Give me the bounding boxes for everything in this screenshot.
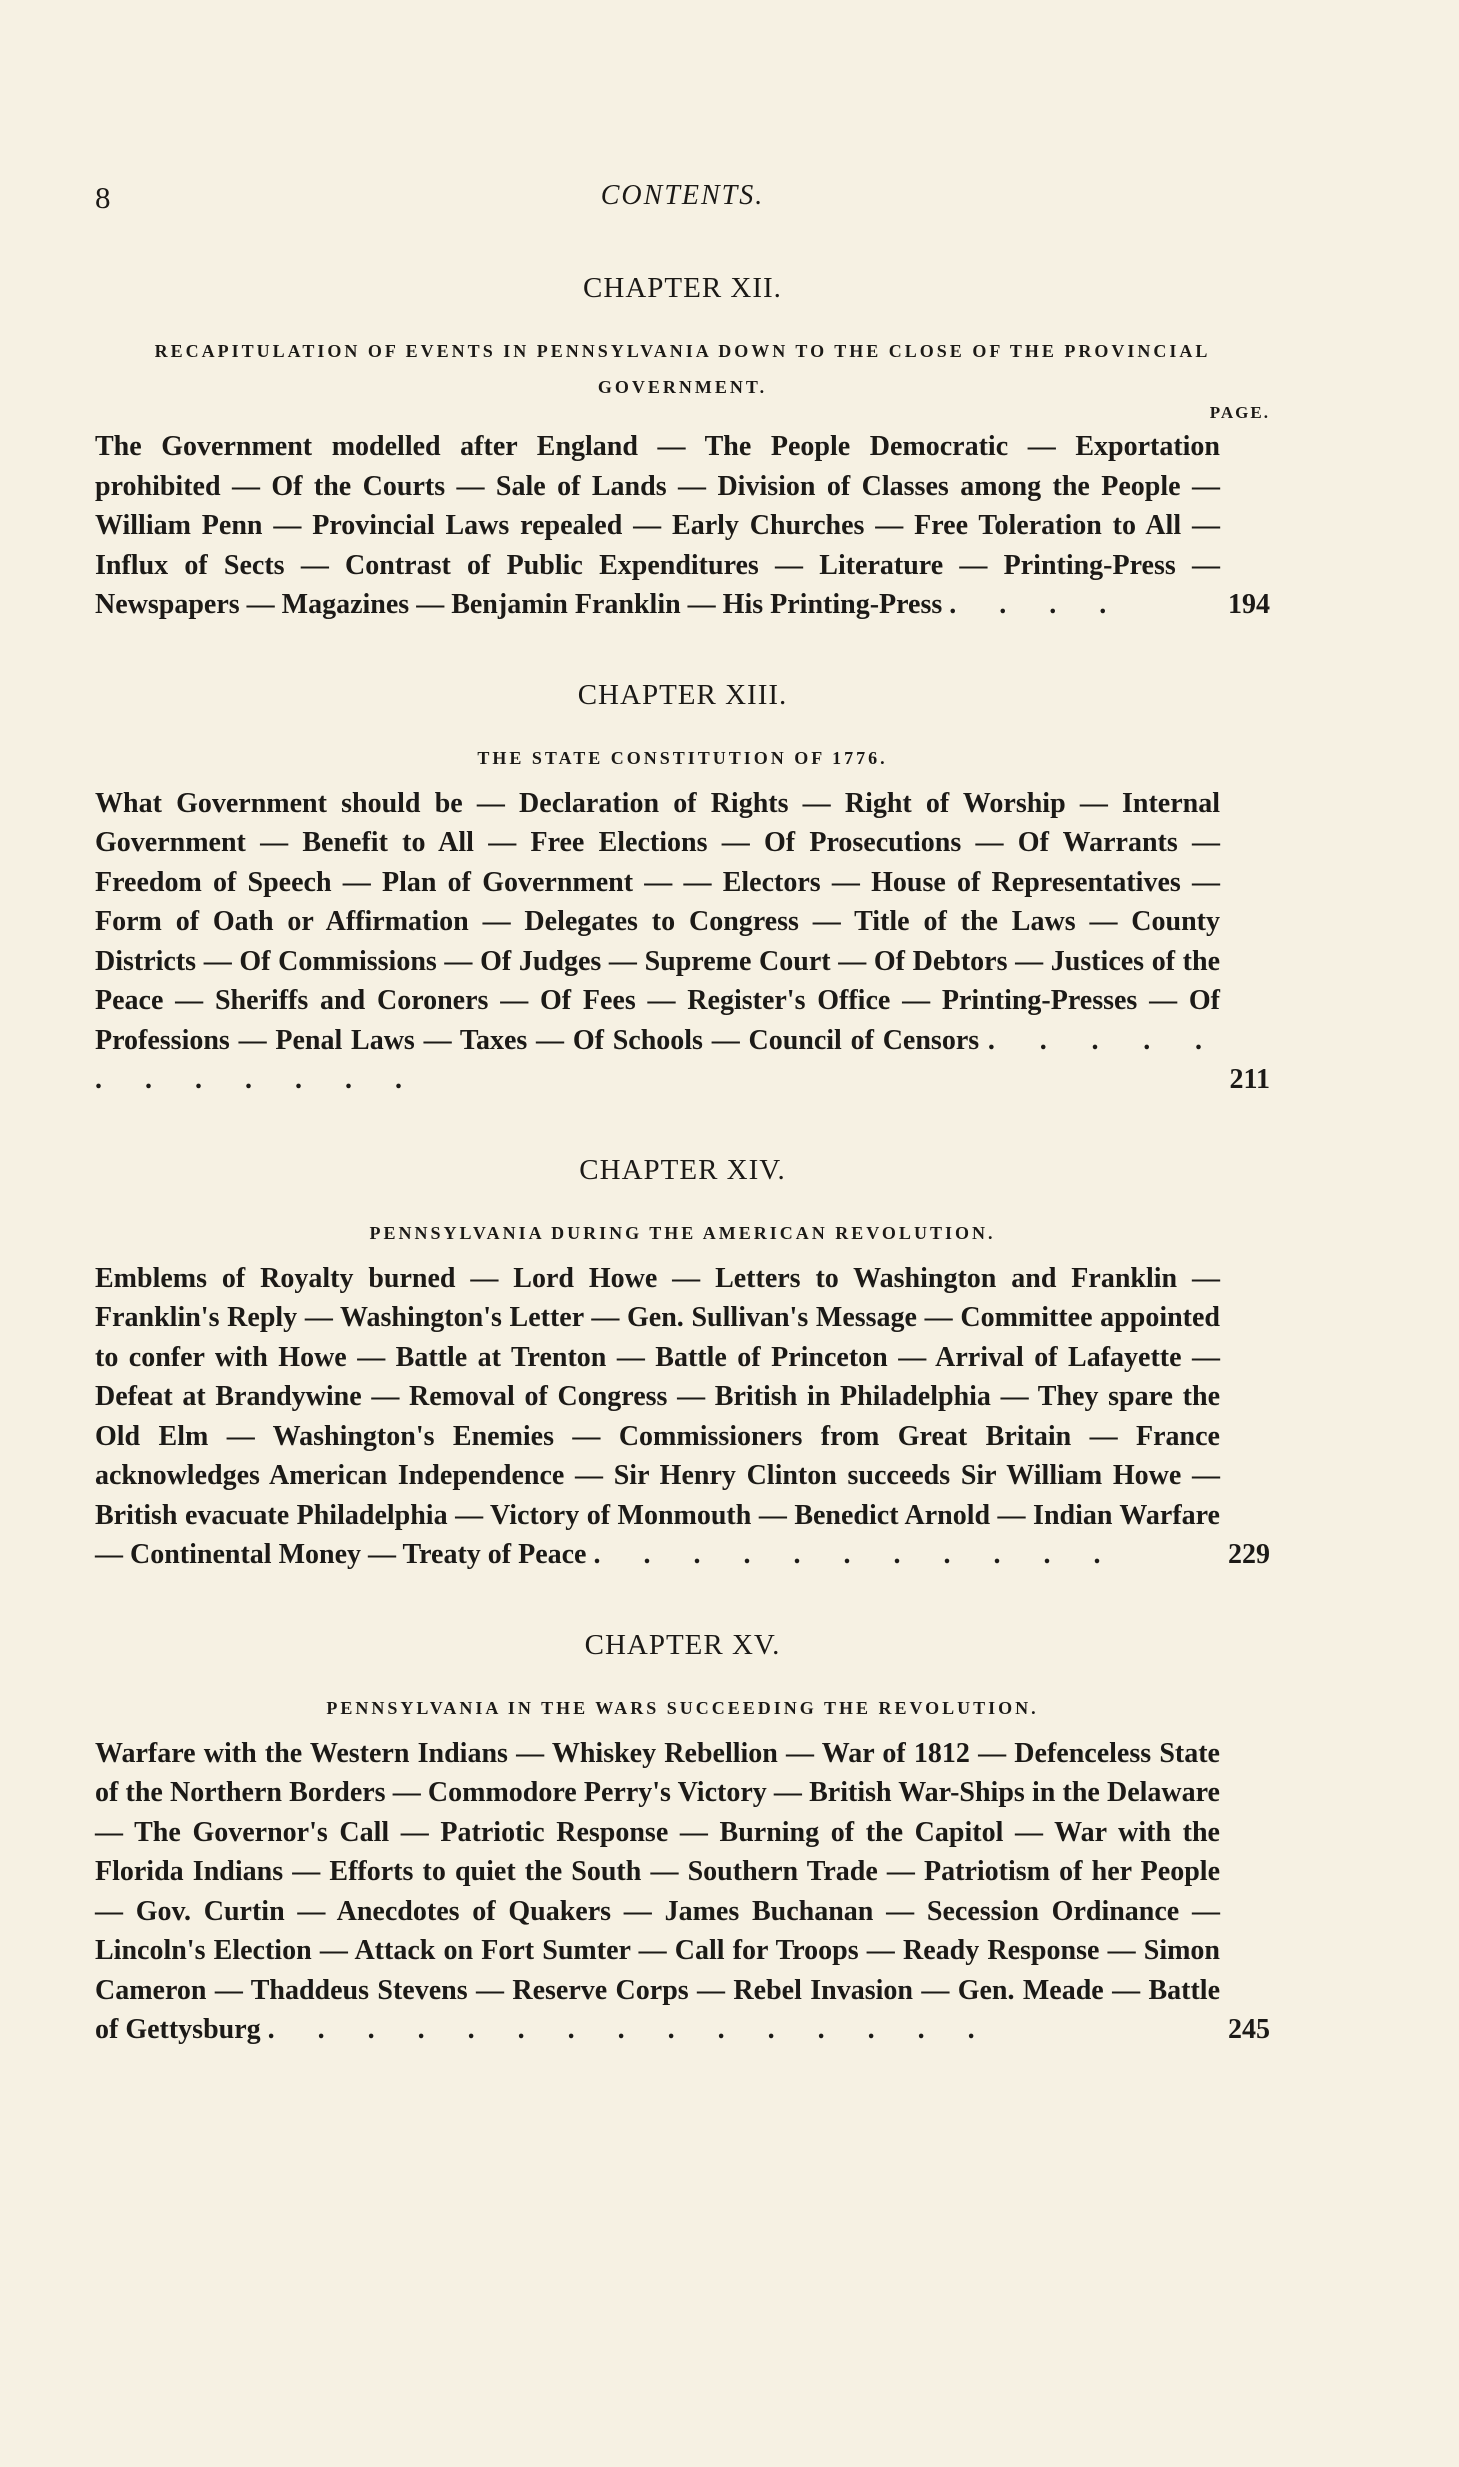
running-title: CONTENTS.: [600, 180, 765, 211]
chapter-xiii: [95, 679, 1270, 1100]
leader-dots: . . . . . . . . . . .: [593, 1539, 1119, 1570]
chapter-xii: [95, 272, 1270, 625]
chapter-summary: [95, 427, 1270, 625]
page-reference: 211: [1229, 1064, 1270, 1095]
summary-text: Emblems of Royalty burned — Lord Howe — Letters to Washington and Franklin — Franklin's Reply — Washington's Letter — Gen. Sullivan's Message — Committee appointed to confer with Howe — Battle at Trenton — Battle of Princeton — Arrival of Lafayette — Defeat at Brandywine — Removal of Congress — British in Philadelphia — They spare the Old Elm — Washington's Enemies — Commissioners from Great Britain — France acknowledges American Independence — Sir Henry Clinton succeeds Sir William Howe — British evacuate Philadelphia — Victory of Monmouth — Benedict Arnold — Indian Warfare — Continental Money — Treaty of Peace: [95, 1262, 1220, 1570]
chapter-title: CHAPTER XIII.: [577, 678, 788, 711]
page-reference: 245: [1228, 2014, 1270, 2045]
chapter-subtitle: PENNSYLVANIA DURING THE AMERICAN REVOLUTION.: [369, 1222, 996, 1243]
summary-text: Warfare with the Western Indians — Whiskey Rebellion — War of 1812 — Defenceless State of the Northern Borders — Commodore Perry's Victory — British War-Ships in the Delaware — The Governor's Call — Patriotic Response — Burning of the Capitol — War with the Florida Indians — Efforts to quiet the South — Southern Trade — Patriotism of her People — Gov. Curtin — Anecdotes of Quakers — James Buchanan — Secession Ordinance — Lincoln's Election — Attack on Fort Sumter — Call for Troops — Ready Response — Simon Cameron — Thaddeus Stevens — Reserve Corps — Rebel Invasion — Gen. Meade — Battle of Gettysburg: [95, 1737, 1220, 2045]
leader-dots: . . . .: [949, 589, 1125, 620]
chapter-xiv: [95, 1154, 1270, 1575]
page-number: 8: [95, 180, 111, 215]
summary-text: What Government should be — Declaration of Rights — Right of Worship — Internal Government — Benefit to All — Free Elections — Of Prosecutions — Of Warrants — Freedom of Speech — Plan of Government — — Electors — House of Representatives — Form of Oath or Affirmation — Delegates to Congress — Title of the Laws — County Districts — Of Commissions — Of Judges — Supreme Court — Of Debtors — Justices of the Peace — Sheriffs and Coroners — Of Fees — Register's Office — Printing-Presses — Of Professions — Penal Laws — Taxes — Of Schools — Council of Censors: [95, 787, 1220, 1056]
page-reference: 229: [1228, 1539, 1270, 1570]
chapter-subtitle: THE STATE CONSTITUTION OF 1776.: [477, 747, 888, 768]
running-head: [95, 180, 1270, 228]
chapter-summary: [95, 1734, 1270, 2050]
chapter-subtitle: PENNSYLVANIA IN THE WARS SUCCEEDING THE REVOLUTION.: [326, 1697, 1039, 1718]
chapter-summary: [95, 784, 1270, 1100]
chapter-title: CHAPTER XIV.: [579, 1153, 786, 1186]
chapter-subtitle: RECAPITULATION OF EVENTS IN PENNSYLVANIA DOWN TO THE CLOSE OF THE PROVINCIAL GOVERNMENT.: [154, 341, 1211, 397]
chapter-title: CHAPTER XV.: [584, 1628, 781, 1661]
leader-dots: . . . . . . . . . . . . . . .: [267, 2014, 993, 2045]
page-reference: 194: [1228, 589, 1270, 620]
chapter-summary: [95, 1259, 1270, 1575]
chapter-xv: [95, 1629, 1270, 2050]
contents-page: [95, 180, 1270, 2050]
summary-text: The Government modelled after England — The People Democratic — Exportation prohibited — Of the Courts — Sale of Lands — Division of Classes among the People — William Penn — Provincial Laws repealed — Early Churches — Free Toleration to All — Influx of Sects — Contrast of Public Expenditures — Literature — Printing-Press — Newspapers — Magazines — Benjamin Franklin — His Printing-Press: [95, 431, 1220, 620]
leader-dots: . . . . . . . . . . . .: [95, 1024, 1221, 1095]
chapter-title: CHAPTER XII.: [583, 272, 782, 304]
page-column-label: PAGE.: [1209, 403, 1270, 422]
